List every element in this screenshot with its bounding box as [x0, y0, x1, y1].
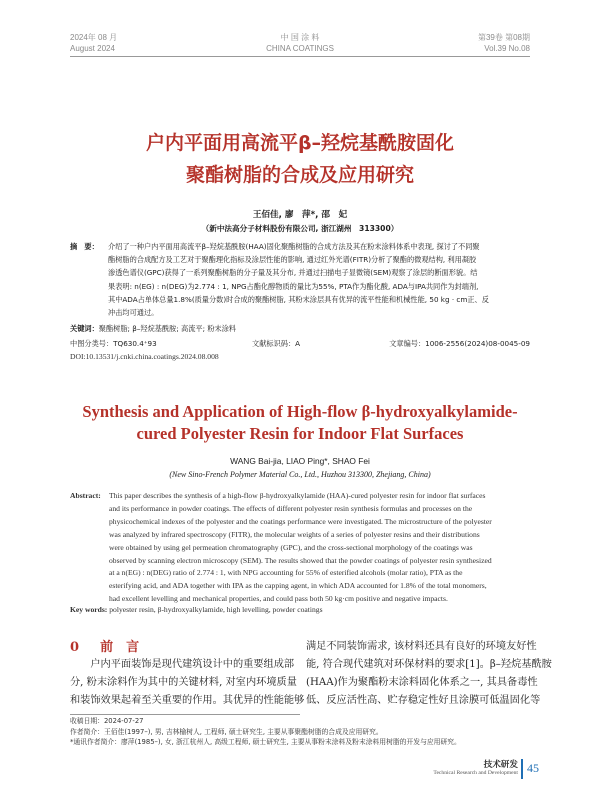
title-cn-line-2: 聚酯树脂的合成及应用研究 [185, 164, 414, 186]
affiliation-cn: （新中法高分子材料股份有限公司, 浙江湖州 313300） [201, 224, 399, 233]
header-volume [478, 32, 530, 54]
abstract-cn-label: 摘 要： [70, 242, 99, 251]
authors-cn: 王佰佳, 廖 萍*, 邵 妃 [252, 210, 348, 220]
footer-section-cn: 技术研发 [483, 760, 518, 770]
abstract-cn-line: 其中ADA占单体总量1.8%(质量分数)时合成的聚酯树脂, 其粉末涂层具有优异的流平性能和机械性能, 50 kg · cm正、反 [108, 294, 489, 304]
article-number-value: 1006-2556(2024)08-0045-09 [425, 339, 530, 348]
footnote-received: 收稿日期：2024-07-27 [70, 717, 144, 725]
footer-divider [521, 759, 523, 779]
body-left-line: 和装饰效果起着至关重要的作用。其优异的性能能够 [70, 695, 305, 706]
title-en-line-2: cured Polyester Resin for Indoor Flat Surfaces [136, 424, 464, 443]
abstract-cn-text [108, 240, 540, 319]
clc-label: 中图分类号： [70, 339, 114, 348]
header-journal-en: CHINA COATINGS [266, 44, 334, 53]
article-number-label: 文章编号： [389, 339, 426, 348]
affiliation-en: (New Sino-French Polymer Material Co., Ltd., Huzhou 313300, Zhejiang, China) [169, 470, 431, 479]
keywords-cn [70, 322, 236, 335]
article-number [389, 337, 530, 350]
footer-section [433, 758, 518, 776]
abstract-cn-line: 渗透色谱仪(GPC)获得了一系列聚酯树脂的分子量及其分布, 并通过扫描电子显微镜(SEM)观察了涂层的断面形貌。结 [108, 268, 478, 278]
footnotes [70, 716, 461, 748]
title-cn-line-1: 户内平面用高流平β–羟烷基酰胺固化 [145, 132, 455, 154]
body-right-column [306, 638, 552, 710]
clc-number [70, 337, 157, 350]
abstract-en-line: observed by scanning electron microscopy (SEM). The results showed that the powder coatings of polyester resin synthesized [109, 555, 492, 565]
body-left-line: 户内平面装饰是现代建筑设计中的重要组成部 [70, 659, 295, 670]
document-code [252, 337, 300, 350]
document-code-label: 文献标识码： [252, 339, 296, 348]
header-volume-en: Vol.39 No.08 [484, 44, 530, 53]
header-rule [70, 56, 530, 57]
abstract-en-line: at a n(EG) : n(DEG) ratio of 2.774 : 1, with NPG accounting for 55% of esterified alcohols (molar ratio), PTA as the [109, 568, 463, 578]
page-number: 45 [527, 761, 539, 775]
abstract-en-line: was analyzed by infrared spectroscopy (FITR), the molecular weights of a series of polyester resins and their distributions [109, 529, 480, 539]
keywords-en-label: Key words: [70, 605, 108, 614]
section-title: 前 言 [100, 640, 140, 655]
footnote-author: 作者简介：王佰佳(1997–), 男, 吉林榆树人, 工程师, 硕士研究生, 主要从事聚酯树脂的合成及应用研究。 [70, 727, 383, 736]
abstract-en-line: and its performance in powder coatings. The effects of different polyester resin synthesis formulas and processes on the [109, 503, 473, 513]
authors-en: WANG Bai-jia, LIAO Ping*, SHAO Fei [230, 456, 370, 466]
body-left-line: 分, 粉末涂料作为其中的关键材料, 对室内环境质量 [70, 677, 297, 688]
keywords-cn-text: 聚酯树脂; β–羟烷基酰胺; 高流平; 粉末涂料 [98, 324, 237, 333]
abstract-cn-line: 冲击均可通过。 [108, 308, 159, 318]
header-volume-cn: 第39卷 第08期 [477, 33, 530, 42]
document-code-value: A [295, 339, 301, 348]
abstract-en-line: esterifying acid, and ADA together with IPA as the capping agent, in which ADA accounted for 1.8% of the total monomers, [109, 581, 487, 591]
keywords-cn-label: 关键词： [70, 324, 99, 333]
abstract-cn-line: 介绍了一种户内平面用高流平β–羟烷基酰胺(HAA)固化聚酯树脂的合成方法及其在粉末涂料体系中表现, 探讨了不同聚 [108, 242, 480, 251]
footnote-corresponding: *通讯作者简介：廖萍(1985–), 女, 浙江杭州人, 高级工程师, 硕士研究生, 主要从事粉末涂料及粉末涂料用树脂的开发与应用研究。 [70, 738, 461, 747]
abstract-en-line: physicochemical indexes of the polyester and the coatings performance were investigated. The microstructure of the polyester [109, 516, 492, 526]
header-journal-cn: 中 国 涂 料 [280, 33, 320, 42]
keywords-en [70, 604, 323, 617]
abstract-cn-line: 酯树脂的合成配方及工艺对于聚酯理化指标及涂层性能的影响, 通过红外光谱(FITR)分析了聚酯的微观结构, 利用凝胶 [108, 255, 477, 265]
header-date-cn: 2024年 08 月 [70, 33, 118, 42]
abstract-en-label: Abstract: [70, 491, 101, 500]
body-right-line: (HAA)作为聚酯粉末涂料固化体系之一, 其具备毒性 [306, 677, 538, 688]
footer-section-en: Technical Research and Development [433, 770, 518, 776]
footnote-rule [70, 714, 300, 715]
body-right-line: 低、反应活性高、贮存稳定性好且涂膜可低温固化等 [306, 695, 541, 706]
abstract-en-line: This paper describes the synthesis of a high-flow β-hydroxyalkylamide (HAA)-cured polyester resin for indoor flat surfaces [109, 491, 486, 500]
abstract-en-text [109, 490, 540, 606]
header-date [70, 32, 117, 54]
body-right-line: 能, 符合现代建筑对环保材料的要求[1]。β–羟烷基酰胺 [306, 659, 552, 670]
abstract-en-line: were obtained by using gel permeation chromatography (GPC), and the cross-sectional morphology of the coatings was [109, 542, 473, 552]
title-en-line-1: Synthesis and Application of High-flow β-hydroxyalkylamide- [82, 402, 518, 421]
abstract-en-line: had excellent levelling and mechanical properties, and could pass both 50 kg·cm positive and negative impacts. [109, 594, 448, 604]
section-number: 0 [70, 640, 80, 655]
header-date-en: August 2024 [70, 44, 115, 53]
keywords-en-text: polyester resin, β-hydroxyalkylamide, high levelling, powder coatings [109, 605, 323, 614]
body-right-line: 满足不同装饰需求, 该材料还具有良好的环境友好性 [306, 641, 537, 652]
body-left-column [70, 656, 305, 710]
section-heading [70, 636, 139, 655]
abstract-cn-line: 果表明: n(EG) : n(DEG)为2.774 : 1, NPG占酯化醇物质的量比为55%, PTA作为酯化酸, ADA与IPA共同作为封端剂, [108, 281, 479, 291]
header-journal [250, 32, 350, 54]
doi: DOI:10.13531/j.cnki.china.coatings.2024.08.008 [70, 352, 219, 361]
clc-value: TQ630.4⁺93 [113, 339, 157, 348]
